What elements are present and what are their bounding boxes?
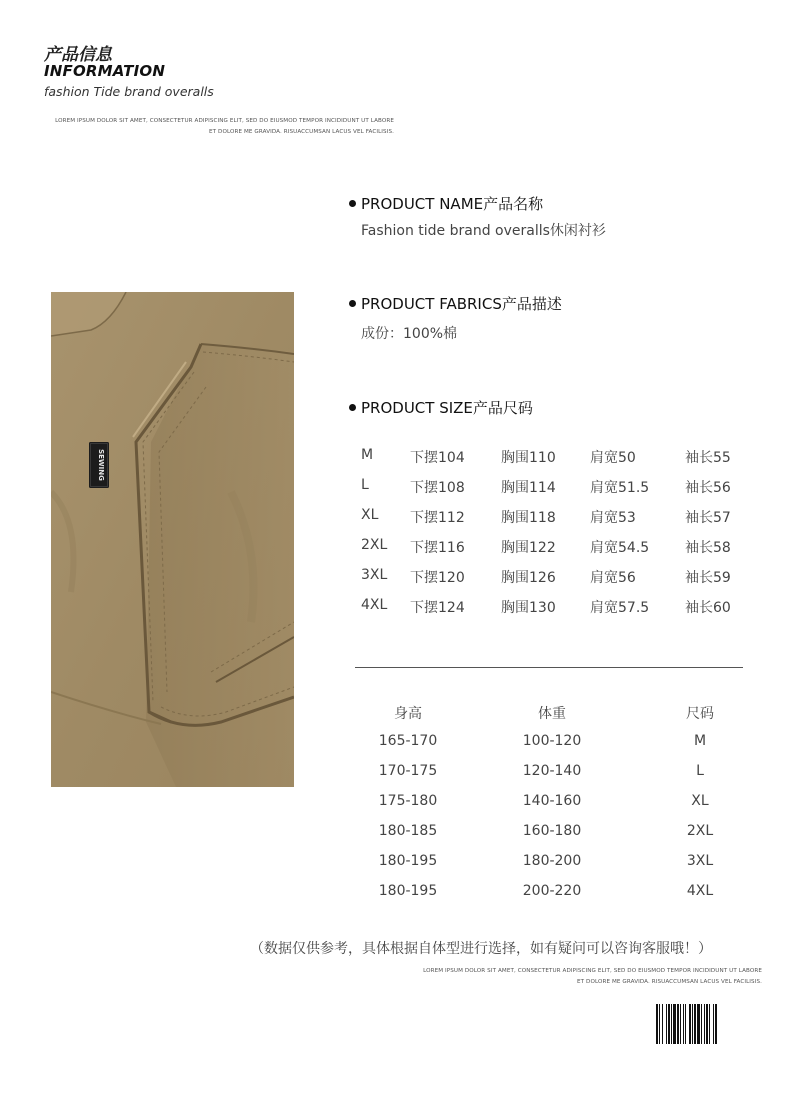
header-title-cn: 产品信息 <box>44 45 112 65</box>
barcode-bar <box>697 1004 700 1044</box>
hem-value: 下摆120 <box>410 570 465 586</box>
product-size-title <box>349 397 533 418</box>
size-guide-header <box>0 703 790 723</box>
size-header: 尺码 <box>686 706 714 722</box>
size-guide-row <box>0 793 790 813</box>
size-label: XL <box>361 507 379 523</box>
barcode-bar <box>671 1004 672 1044</box>
product-fabrics-title-text: PRODUCT FABRICS产品描述 <box>361 295 562 313</box>
height-cell: 180-195 <box>378 853 438 869</box>
product-name-title-text: PRODUCT NAME产品名称 <box>361 195 544 213</box>
size-cell: 4XL <box>686 883 714 899</box>
sleeve-value: 袖长55 <box>685 450 731 466</box>
size-label: L <box>361 477 369 493</box>
chest-value: 胸围110 <box>501 450 556 466</box>
size-label: 2XL <box>361 537 388 553</box>
header-lorem <box>55 116 394 138</box>
shoulder-value: 肩宽51.5 <box>590 480 650 496</box>
shoulder-value: 肩宽56 <box>590 570 636 586</box>
product-name-value: Fashion tide brand overalls休闲衬衫 <box>361 223 606 239</box>
barcode-bar <box>685 1004 686 1044</box>
size-guide-row <box>0 733 790 753</box>
size-cell: 2XL <box>686 823 714 839</box>
barcode-bar <box>683 1004 684 1044</box>
section-divider <box>355 667 743 668</box>
shoulder-value: 肩宽57.5 <box>590 600 650 616</box>
barcode-bar <box>680 1004 681 1044</box>
product-name-title <box>349 193 543 214</box>
height-cell: 175-180 <box>378 793 438 809</box>
footer-lorem-line1: LOREM IPSUM DOLOR SIT AMET, CONSECTETUR ADIPISCING ELIT, SED DO EIUSMOD TEMPOR INCIDIDUNT UT LABORE <box>423 968 762 974</box>
product-size-title-text: PRODUCT SIZE产品尺码 <box>361 399 533 417</box>
barcode-bar <box>662 1004 663 1044</box>
chest-value: 胸围114 <box>501 480 556 496</box>
hem-value: 下摆112 <box>410 510 465 526</box>
bullet-dot-icon <box>349 300 356 307</box>
barcode-bar <box>677 1004 679 1044</box>
hem-value: 下摆108 <box>410 480 465 496</box>
barcode-bar <box>709 1004 710 1044</box>
weight-header: 体重 <box>538 706 566 722</box>
sleeve-value: 袖长60 <box>685 600 731 616</box>
size-label: 4XL <box>361 597 388 613</box>
bullet-dot-icon <box>349 404 356 411</box>
size-cell: XL <box>691 793 709 809</box>
barcode-bar <box>689 1004 691 1044</box>
barcode-bar <box>659 1004 660 1044</box>
shoulder-value: 肩宽53 <box>590 510 636 526</box>
size-cell: L <box>696 763 704 779</box>
sleeve-value: 袖长58 <box>685 540 731 556</box>
weight-cell: 100-120 <box>522 733 582 749</box>
barcode-bar <box>715 1004 717 1044</box>
chest-value: 胸围130 <box>501 600 556 616</box>
chest-value: 胸围126 <box>501 570 556 586</box>
weight-cell: 160-180 <box>522 823 582 839</box>
woven-label-text: SEWING <box>97 449 105 481</box>
sleeve-value: 袖长57 <box>685 510 731 526</box>
barcode-bar <box>692 1004 693 1044</box>
chest-value: 胸围118 <box>501 510 556 526</box>
hem-value: 下摆124 <box>410 600 465 616</box>
weight-cell: 180-200 <box>522 853 582 869</box>
header-subtitle: fashion Tide brand overalls <box>44 84 214 99</box>
sleeve-value: 袖长59 <box>685 570 731 586</box>
size-label: M <box>361 447 374 463</box>
barcode-icon <box>656 1004 762 1044</box>
size-cell: M <box>693 733 707 749</box>
size-label: 3XL <box>361 567 388 583</box>
header-title-en: INFORMATION <box>44 62 166 80</box>
weight-cell: 200-220 <box>522 883 582 899</box>
barcode-bar <box>673 1004 676 1044</box>
chest-value: 胸围122 <box>501 540 556 556</box>
hem-value: 下摆104 <box>410 450 465 466</box>
barcode-bar <box>713 1004 714 1044</box>
weight-cell: 140-160 <box>522 793 582 809</box>
height-cell: 170-175 <box>378 763 438 779</box>
height-header: 身高 <box>394 706 422 722</box>
product-fabrics-value: 成份：100%棉 <box>361 326 458 342</box>
shoulder-value: 肩宽50 <box>590 450 636 466</box>
size-guide-row <box>0 853 790 873</box>
height-cell: 180-185 <box>378 823 438 839</box>
barcode-bar <box>704 1004 705 1044</box>
footer-lorem-line2: ET DOLORE ME GRAVIDA. RISUACCUMSAN LACUS VEL FACILISIS. <box>577 979 762 985</box>
header-lorem-line1: LOREM IPSUM DOLOR SIT AMET, CONSECTETUR ADIPISCING ELIT, SED DO EIUSMOD TEMPOR INCIDIDUNT UT LABORE <box>55 118 394 124</box>
shoulder-value: 肩宽54.5 <box>590 540 650 556</box>
hem-value: 下摆116 <box>410 540 465 556</box>
size-guide-row <box>0 883 790 903</box>
size-guide-row <box>0 823 790 843</box>
height-cell: 165-170 <box>378 733 438 749</box>
product-fabrics-title <box>349 293 562 314</box>
size-guide-row <box>0 763 790 783</box>
barcode-bar <box>656 1004 658 1044</box>
barcode-bar <box>668 1004 670 1044</box>
barcode-bar <box>666 1004 667 1044</box>
size-cell: 3XL <box>686 853 714 869</box>
weight-cell: 120-140 <box>522 763 582 779</box>
barcode-bar <box>701 1004 702 1044</box>
header-lorem-line2: ET DOLORE ME GRAVIDA. RISUACCUMSAN LACUS VEL FACILISIS. <box>209 129 394 135</box>
disclaimer-note: （数据仅供参考，具体根据自体型进行选择，如有疑问可以咨询客服哦！） <box>250 941 712 957</box>
sleeve-value: 袖长56 <box>685 480 731 496</box>
barcode-bar <box>694 1004 696 1044</box>
height-cell: 180-195 <box>378 883 438 899</box>
footer-lorem <box>423 966 762 988</box>
bullet-dot-icon <box>349 200 356 207</box>
barcode-bar <box>706 1004 708 1044</box>
